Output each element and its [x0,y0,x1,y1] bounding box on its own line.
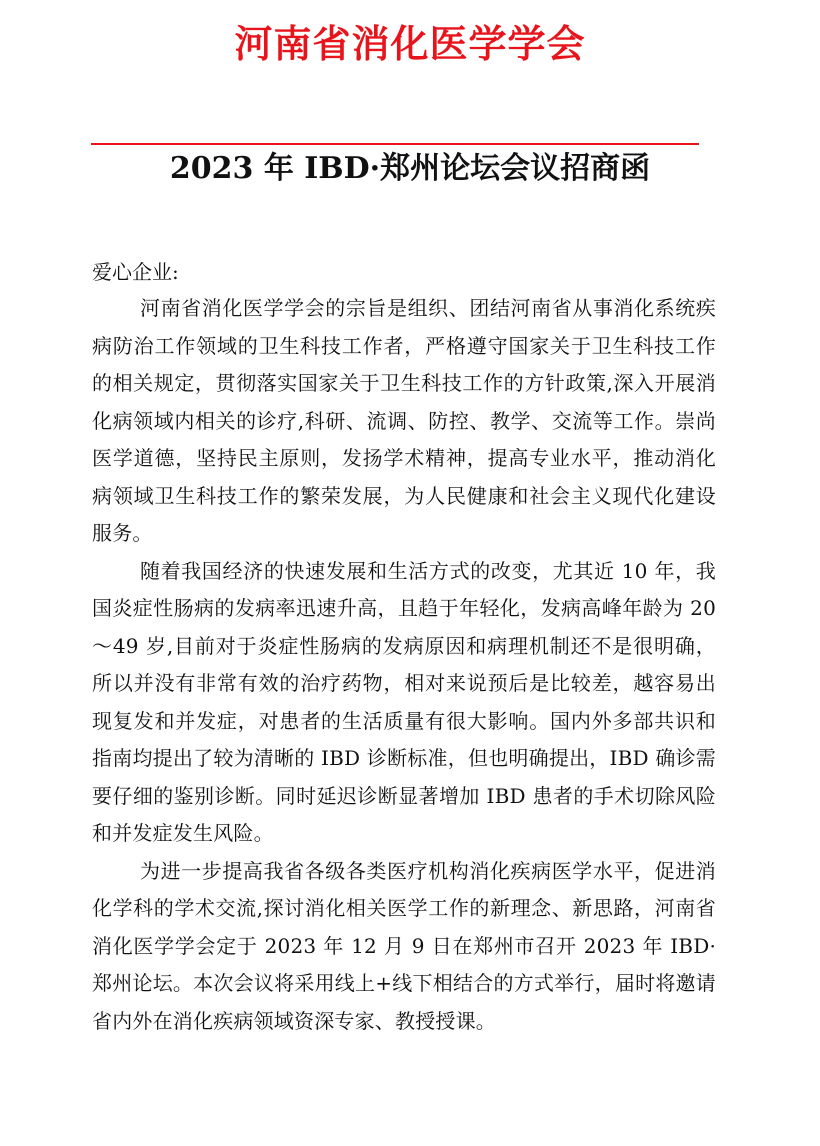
paragraph-background: 随着我国经济的快速发展和生活方式的改变，尤其近 10 年，我国炎症性肠病的发病率迅速升高，且趋于年轻化，发病高峰年龄为 20～49 岁,目前对于炎症性肠病的发病原因和病理机制还不是很明确，所以并没有非常有效的治疗药物，相对来说预后是比较差，越容易出现复发和并发症，对患者的生活质量有很大影响。国内外多部共识和指南均提出了较为清晰的 IBD 诊断标准，但也明确提出，IBD 确诊需要仔细的鉴别诊断。同时延迟诊断显著增加 IBD 患者的手术切除风险和并发症发生风险。 [92,558,716,845]
header-divider [91,143,699,145]
document-title: 2023 年 IBD·郑州论坛会议招商函 [169,151,651,186]
organization-name: 河南省消化医学学会 [234,22,586,66]
letter-body [92,290,716,1040]
paragraph-meeting-notice: 为进一步提高我省各级各类医疗机构消化疾病医学水平，促进消化学科的学术交流,探讨消化相关医学工作的新理念、新思路，河南省消化医学学会定于 2023 年 12 月 9 日在郑州市召开 2023 年 IBD·郑州论坛。本次会议将采用线上+线下相结合的方式举行，届时将邀请省内外在消化疾病领域资深专家、教授授课。 [92,858,716,1033]
paragraph-mission: 河南省消化医学学会的宗旨是组织、团结河南省从事消化系统疾病防治工作领域的卫生科技工作者，严格遵守国家关于卫生科技工作的相关规定，贯彻落实国家关于卫生科技工作的方针政策,深入开展消化病领域内相关的诊疗,科研、流调、防控、教学、交流等工作。崇尚医学道德，坚持民主原则，发扬学术精神，提高专业水平，推动消化病领域卫生科技工作的繁荣发展，为人民健康和社会主义现代化建设服务。 [92,296,716,545]
salutation: 爱心企业: [92,260,179,284]
